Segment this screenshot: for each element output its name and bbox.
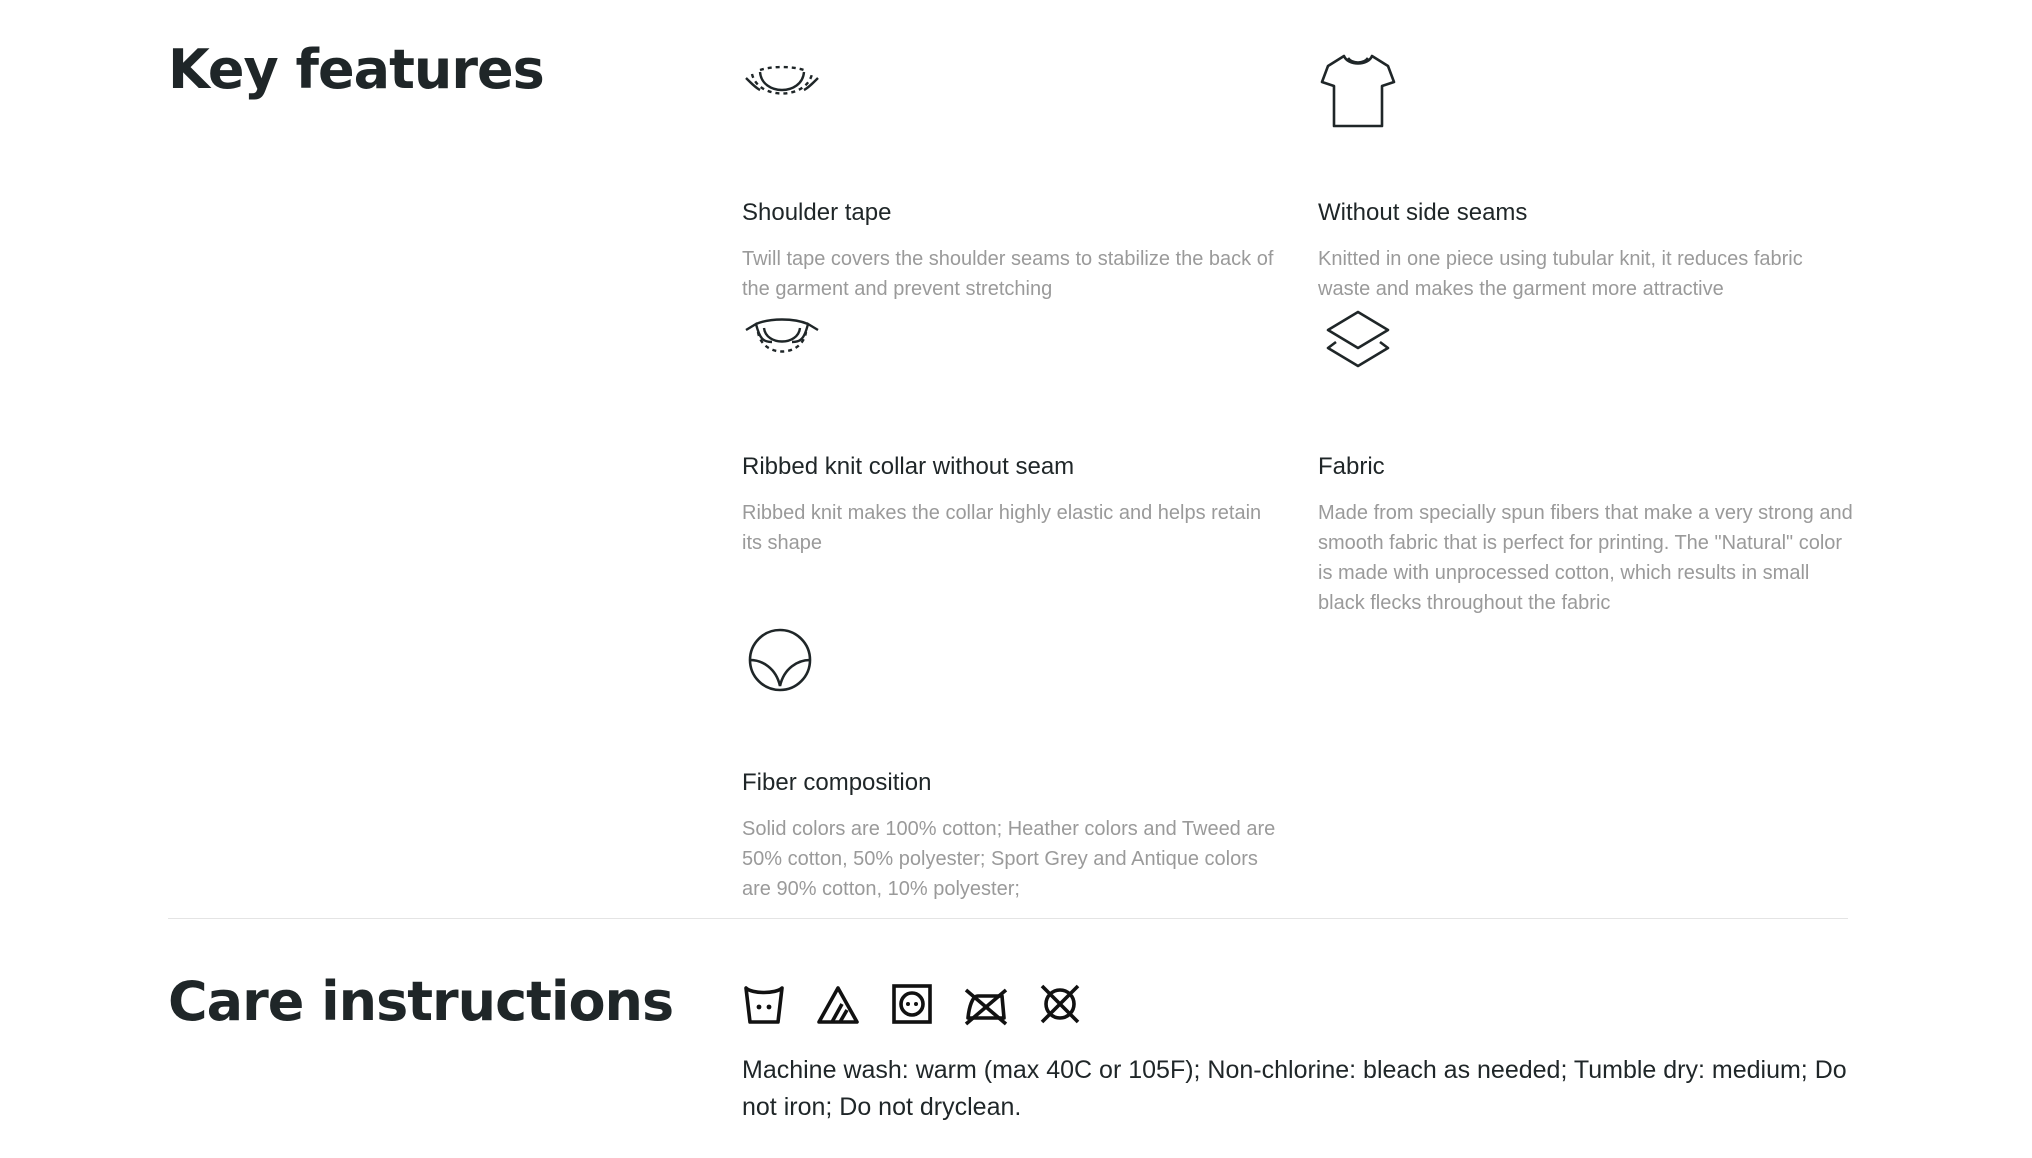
feature-title: Shoulder tape xyxy=(742,199,892,226)
layers-icon xyxy=(1318,306,1398,386)
feature-description: Knitted in one piece using tubular knit, it reduces fabric waste and makes the garment more attractive xyxy=(1318,248,1803,300)
feature-fabric xyxy=(1318,306,1858,618)
collar-icon xyxy=(742,306,822,386)
key-features-title: Key features xyxy=(168,38,544,101)
shoulder-tape-icon xyxy=(742,52,822,132)
tumble-dry-medium-icon xyxy=(890,982,934,1026)
feature-description: Made from specially spun fibers that make a very strong and smooth fabric that is perfect for printing. The "Natural" color is made with unprocessed cotton, which results in small black flecks throughout the fabric xyxy=(1318,502,1853,614)
feature-description: Ribbed knit makes the collar highly elastic and helps retain its shape xyxy=(742,502,1262,554)
feature-title: Fiber composition xyxy=(742,769,932,796)
non-chlorine-bleach-icon xyxy=(816,982,860,1026)
do-not-iron-icon xyxy=(964,982,1008,1026)
feature-title: Fabric xyxy=(1318,453,1385,480)
feature-title: Without side seams xyxy=(1318,199,1528,226)
section-divider xyxy=(168,918,1848,919)
feature-shoulder-tape xyxy=(742,52,1282,304)
feature-description: Twill tape covers the shoulder seams to stabilize the back of the garment and prevent stretching xyxy=(742,248,1274,300)
care-icons-row xyxy=(742,982,1082,1026)
tshirt-icon xyxy=(1318,52,1398,132)
care-instructions-title: Care instructions xyxy=(168,970,674,1033)
feature-title: Ribbed knit collar without seam xyxy=(742,453,1075,480)
do-not-dryclean-icon xyxy=(1038,982,1082,1026)
machine-wash-warm-icon xyxy=(742,982,786,1026)
feature-ribbed-collar xyxy=(742,306,1282,558)
care-instructions-text: Machine wash: warm (max 40C or 105F); Non-chlorine: bleach as needed; Tumble dry: medium; Do not iron; Do not dryclean. xyxy=(742,1056,1847,1121)
feature-without-side-seams xyxy=(1318,52,1858,304)
feature-fiber-composition xyxy=(742,622,1282,904)
fiber-icon xyxy=(742,622,822,702)
feature-description: Solid colors are 100% cotton; Heather colors and Tweed are 50% cotton, 50% polyester; Sport Grey and Antique colors are 90% cotton, 10% polyester; xyxy=(742,818,1276,900)
